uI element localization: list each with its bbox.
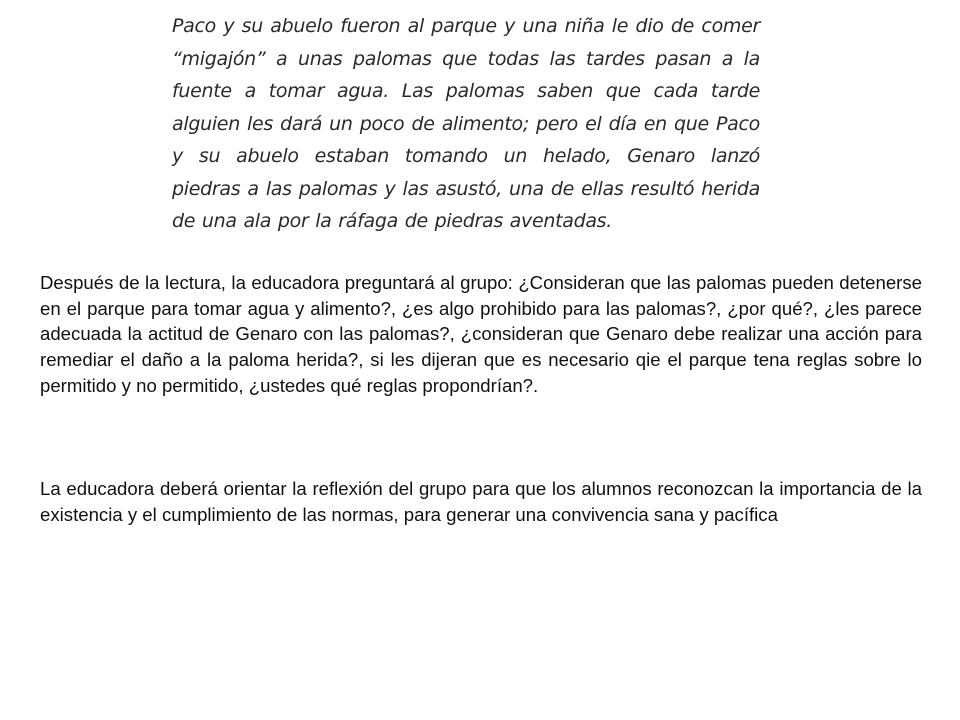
questions-paragraph: Después de la lectura, la educadora preguntará al grupo: ¿Consideran que las palomas pueden detenerse en el parque para tomar agua y alimento?, ¿es algo prohibido para las palomas?, ¿por qué?, ¿les parece adecuada la actitud de Genaro con las palomas?, ¿consideran que Genaro debe realizar una acción para remediar el daño a la paloma herida?, si les dijeran que es necesario qie el parque tena reglas sobre lo permitido y no permitido, ¿ustedes qué reglas propondrían?. <box>40 272 922 396</box>
story-excerpt: Paco y su abuelo fueron al parque y una niña le dio de comer “migajón” a unas palomas que todas las tardes pasan a la fuente a tomar agua. Las palomas saben que cada tarde alguien les dará un poco de alimento; pero el día en que Paco y su abuelo estaban tomando un helado, Genaro lanzó piedras a las palomas y las asustó, una de ellas resultó herida de una ala por la ráfaga de piedras aventadas. <box>172 15 760 232</box>
reflection-paragraph: La educadora deberá orientar la reflexión del grupo para que los alumnos reconozcan la importancia de la existencia y el cumplimiento de las normas, para generar una convivencia sana y pacífica <box>40 478 922 525</box>
